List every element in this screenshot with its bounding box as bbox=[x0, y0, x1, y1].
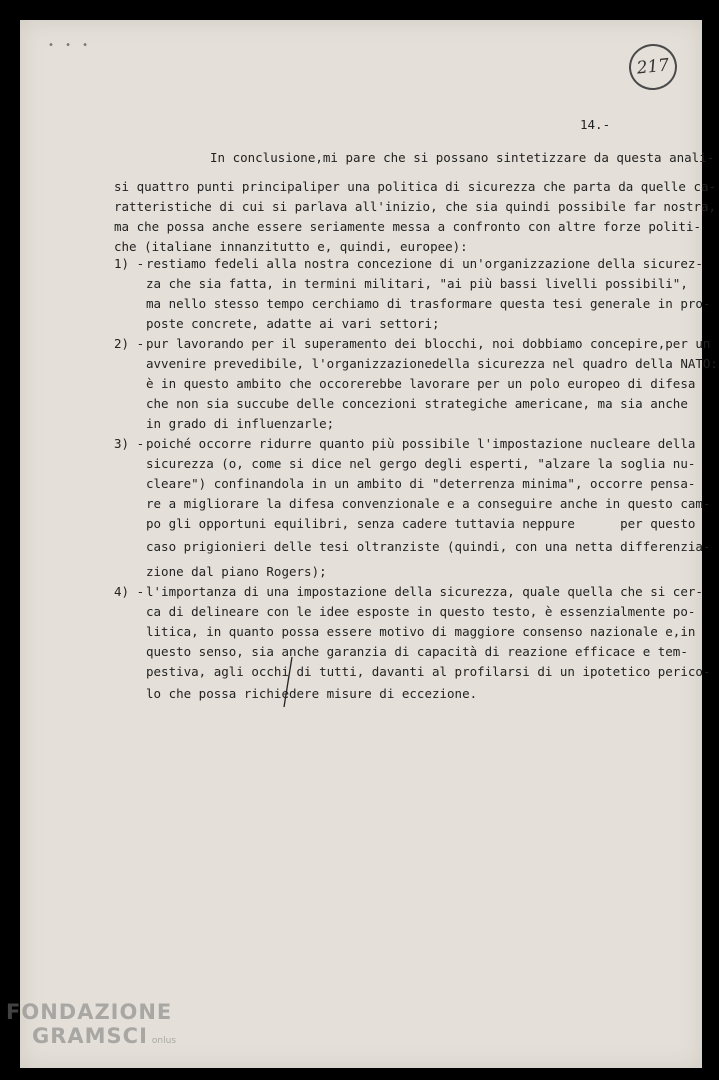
point-line: cleare") confinandola in un ambito di "deterrenza minima", occorre pensa- bbox=[146, 476, 696, 491]
point-line: ca di delineare con le idee esposte in questo testo, è essenzialmente po- bbox=[146, 604, 696, 619]
handwritten-correction-mark bbox=[280, 655, 300, 710]
intro-line: che (italiane innanzitutto e, quindi, europee): bbox=[114, 239, 468, 254]
intro-line: In conclusione,mi pare che si possano sintetizzare da questa anali- bbox=[210, 150, 715, 165]
point-number: 1) - bbox=[114, 256, 145, 271]
point-line: re a migliorare la difesa convenzionale e a conseguire anche in questo cam- bbox=[146, 496, 711, 511]
point-line: sicurezza (o, come si dice nel gergo degli esperti, "alzare la soglia nu- bbox=[146, 456, 696, 471]
point-line: za che sia fatta, in termini militari, "ai più bassi livelli possibili", bbox=[146, 276, 688, 291]
point-number: 2) - bbox=[114, 336, 145, 351]
point-line: caso prigionieri delle tesi oltranziste (quindi, con una netta differenzia- bbox=[146, 539, 711, 554]
point-line: l'importanza di una impostazione della sicurezza, quale quella che si cer- bbox=[146, 584, 703, 599]
point-line: che non sia succube delle concezioni strategiche americane, ma sia anche bbox=[146, 396, 688, 411]
logo-line-2: GRAMSCI bbox=[32, 1024, 148, 1048]
logo-suffix: onlus bbox=[151, 1036, 177, 1046]
corner-marks: • • • bbox=[48, 40, 93, 51]
point-number: 4) - bbox=[114, 584, 145, 599]
point-line: restiamo fedeli alla nostra concezione di un'organizzazione della sicurez- bbox=[146, 256, 703, 271]
logo-line-1: FONDAZIONE bbox=[6, 1000, 173, 1024]
watermark-logo bbox=[6, 1000, 176, 1048]
page-number: 14.- bbox=[580, 117, 611, 132]
point-line: pestiva, agli occhi di tutti, davanti al profilarsi di un ipotetico perico- bbox=[146, 664, 711, 679]
intro-line: si quattro punti principaliper una politica di sicurezza che parta da quelle ca- bbox=[114, 179, 717, 194]
intro-line: ma che possa anche essere seriamente messa a confronto con altre forze politi- bbox=[114, 219, 701, 234]
point-line: litica, in quanto possa essere motivo di maggiore consenso nazionale e,in bbox=[146, 624, 696, 639]
archive-number-stamp: 217 bbox=[627, 42, 680, 93]
intro-line: ratteristiche di cui si parlava all'inizio, che sia quindi possibile far nostra, bbox=[114, 199, 717, 214]
point-line: ma nello stesso tempo cerchiamo di trasformare questa tesi generale in pro- bbox=[146, 296, 711, 311]
point-line: è in questo ambito che occorerebbe lavorare per un polo europeo di difesa bbox=[146, 376, 696, 391]
point-line: in grado di influenzarle; bbox=[146, 416, 335, 431]
point-line: avvenire prevedibile, l'organizzazionedella sicurezza nel quadro della NATO: bbox=[146, 356, 718, 371]
point-line: pur lavorando per il superamento dei blocchi, noi dobbiamo concepire,per un bbox=[146, 336, 711, 351]
point-line: zione dal piano Rogers); bbox=[146, 564, 327, 579]
point-line: lo che possa richiedere misure di eccezione. bbox=[146, 686, 478, 701]
point-line: questo senso, sia anche garanzia di capacità di reazione efficace e tem- bbox=[146, 644, 688, 659]
point-line: po gli opportuni equilibri, senza cadere tuttavia neppure per questo bbox=[146, 516, 696, 531]
point-line: poste concrete, adatte ai vari settori; bbox=[146, 316, 440, 331]
point-number: 3) - bbox=[114, 436, 145, 451]
point-line: poiché occorre ridurre quanto più possibile l'impostazione nucleare della bbox=[146, 436, 696, 451]
